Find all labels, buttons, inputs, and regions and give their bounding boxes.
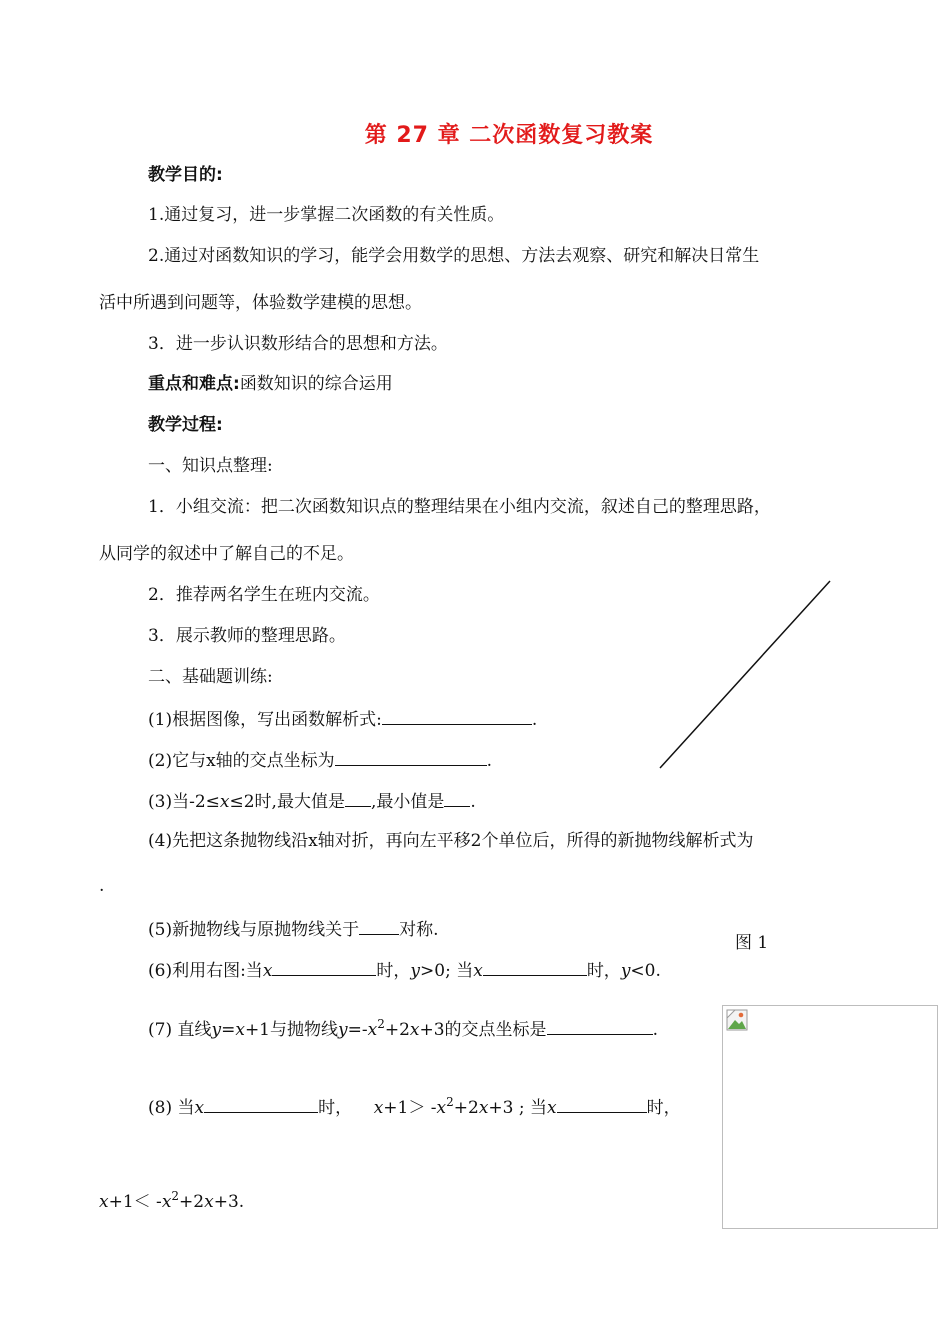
answer-blank[interactable] bbox=[345, 790, 371, 807]
question-4-end: . bbox=[99, 876, 105, 896]
section1-heading: 一、知识点整理: bbox=[148, 456, 273, 476]
question-4: (4)先把这条抛物线沿x轴对折，再向左平移2个单位后，所得的新抛物线解析式为 bbox=[148, 831, 754, 851]
answer-blank[interactable] bbox=[483, 959, 587, 976]
goal-2-cont: 活中所遇到问题等，体验数学建模的思想。 bbox=[99, 293, 422, 313]
section1-item-1: 1．小组交流：把二次函数知识点的整理结果在小组内交流，叙述自己的整理思路， bbox=[148, 497, 771, 517]
figure-image-placeholder bbox=[722, 1005, 938, 1229]
question-2: (2)它与x轴的交点坐标为 . bbox=[148, 751, 493, 771]
section1-item-3: 3．展示教师的整理思路。 bbox=[148, 626, 346, 646]
question-3: (3)当-2≤x≤2时,最大值是 ,最小值是 . bbox=[148, 792, 476, 812]
process-heading: 教学过程: bbox=[148, 415, 223, 435]
question-1: (1)根据图像，写出函数解析式: . bbox=[148, 710, 538, 730]
goal-2: 2.通过对函数知识的学习，能学会用数学的思想、方法去观察、研究和解决日常生 bbox=[148, 246, 760, 266]
goal-1: 1.通过复习，进一步掌握二次函数的有关性质。 bbox=[148, 205, 505, 225]
figure-label: 图 1 bbox=[735, 933, 769, 953]
section2-heading: 二、基础题训练: bbox=[148, 667, 273, 687]
answer-blank[interactable] bbox=[444, 790, 470, 807]
page-title: 第 27 章 二次函数复习教案 bbox=[364, 123, 654, 148]
answer-blank[interactable] bbox=[547, 1018, 653, 1035]
answer-blank[interactable] bbox=[382, 708, 532, 725]
goal-heading: 教学目的: bbox=[148, 165, 223, 185]
key-text: 函数知识的综合运用 bbox=[239, 374, 393, 394]
answer-blank[interactable] bbox=[335, 749, 487, 766]
function-line bbox=[660, 581, 830, 768]
question-8-cont: $x+1< -x^2+2x+3$. bbox=[99, 1189, 245, 1212]
question-5: (5)新抛物线与原抛物线关于 对称. bbox=[148, 920, 439, 940]
question-8: (8) 当x 时， $x+1> -x^2+2x+3$ ; 当x 时， bbox=[148, 1095, 681, 1118]
broken-image-icon bbox=[726, 1009, 748, 1031]
key-points bbox=[148, 374, 393, 394]
answer-blank[interactable] bbox=[204, 1096, 318, 1113]
goal-3: 3．进一步认识数形结合的思想和方法。 bbox=[148, 334, 448, 354]
key-heading: 重点和难点: bbox=[148, 374, 240, 394]
answer-blank[interactable] bbox=[272, 959, 376, 976]
question-7: (7) 直线y=x+1与抛物线$y=-x^2+2x+3$的交点坐标是 . bbox=[148, 1017, 658, 1040]
section1-item-2: 2．推荐两名学生在班内交流。 bbox=[148, 585, 380, 605]
answer-blank[interactable] bbox=[557, 1096, 647, 1113]
graph-line bbox=[650, 570, 840, 775]
question-6: (6)利用右图:当x 时，y>0; 当x 时，y<0. bbox=[148, 961, 661, 981]
section1-item-1-cont: 从同学的叙述中了解自己的不足。 bbox=[99, 544, 354, 564]
answer-blank[interactable] bbox=[359, 918, 399, 935]
